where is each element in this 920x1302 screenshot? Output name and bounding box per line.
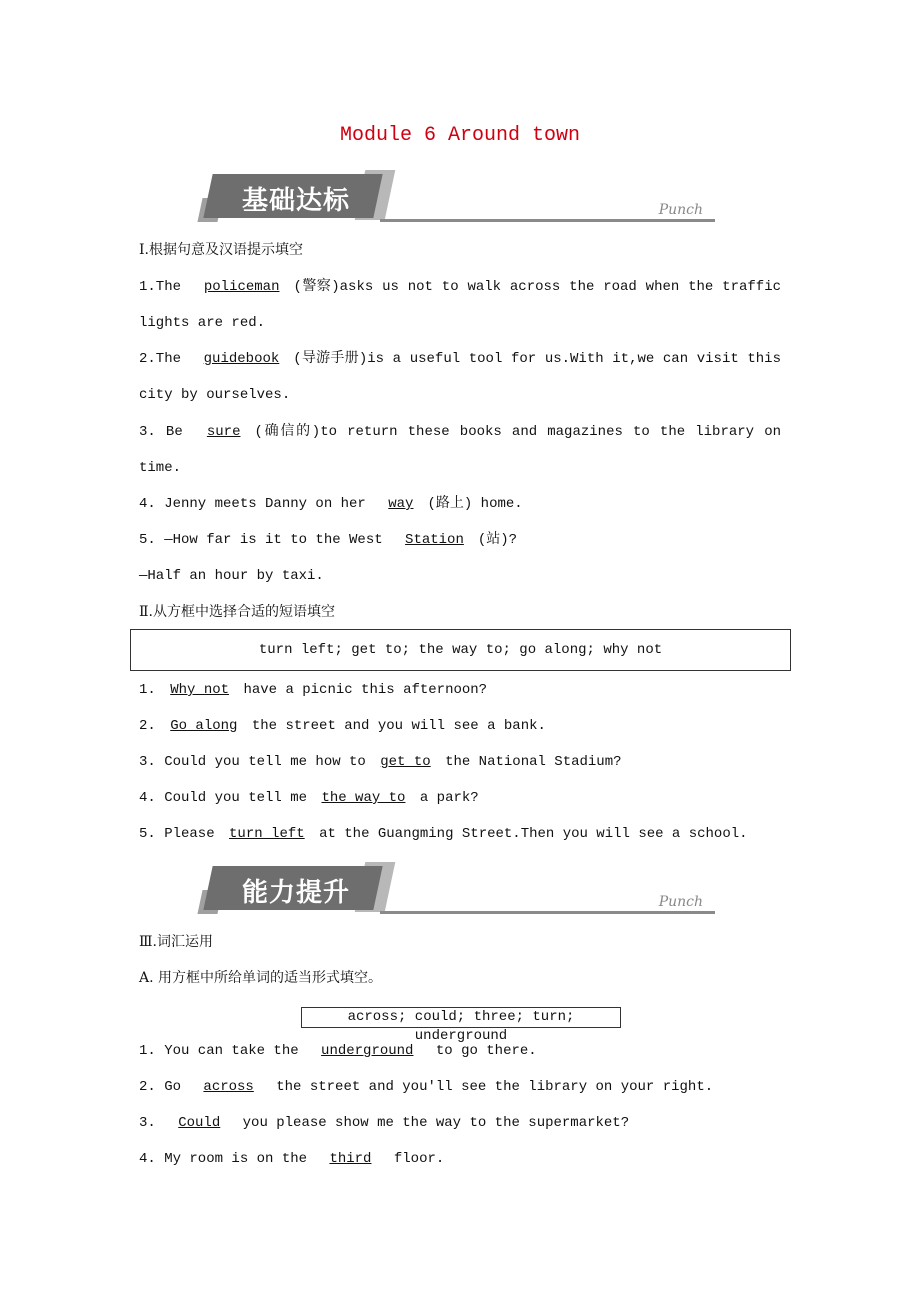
answer-blank: Station [405, 532, 464, 548]
text-segment: at the Guangming Street.Then you will see a school. [319, 826, 748, 842]
text-segment: the street and you'll see the library on your right. [276, 1079, 714, 1095]
answer-blank: underground [321, 1043, 414, 1059]
text-segment: to go there. [435, 1043, 537, 1059]
answer-blank: Go along [170, 718, 238, 734]
text-segment: 4. Could you tell me [139, 790, 308, 806]
word-box [301, 1007, 621, 1044]
text-segment: (站)? [477, 532, 518, 548]
text-segment: (导游手册)is a useful tool for us.With it,we can visit this [293, 351, 781, 367]
answer-blank: policeman [203, 279, 280, 295]
question-3 [139, 422, 781, 442]
text-segment: 5. Please [139, 826, 215, 842]
answer-blank: Why not [170, 682, 230, 698]
text-segment: 1. You can take the [139, 1043, 299, 1059]
question-5-answer: —Half an hour by taxi. [139, 568, 324, 584]
text-segment: a park? [419, 790, 479, 806]
text-segment: 4. My room is on the [139, 1151, 308, 1167]
answer-blank: guidebook [203, 351, 280, 367]
question [139, 680, 781, 700]
section-banner-advanced [200, 860, 715, 914]
text-segment: 3. Could you tell me how to [139, 754, 366, 770]
question-2-cont: city by ourselves. [139, 387, 291, 403]
section-banner-basic [200, 168, 715, 222]
question [139, 788, 781, 808]
answer-blank: across [203, 1079, 254, 1095]
banner-label: 基础达标 [242, 186, 351, 216]
question [139, 1077, 781, 1097]
question [139, 1113, 781, 1133]
text-segment: (警察)asks us not to walk across the road when the traffic [293, 279, 781, 295]
phrase-box [130, 629, 791, 671]
banner-punch: Punch [658, 894, 703, 910]
answer-blank: Could [178, 1115, 221, 1131]
question [139, 716, 781, 736]
question-1 [139, 277, 781, 297]
text-segment: 2. [139, 718, 156, 734]
text-segment: (路上) home. [427, 496, 523, 512]
text-segment: the National Stadium? [445, 754, 622, 770]
banner-punch: Punch [658, 202, 703, 218]
question-2 [139, 349, 781, 369]
text-segment: 3. [139, 1115, 156, 1131]
word-box-text: across; could; three; turn; underground [347, 1009, 575, 1044]
question [139, 1041, 781, 1061]
banner-label: 能力提升 [242, 878, 351, 908]
text-segment: you please show me the way to the supermarket? [242, 1115, 630, 1131]
text-segment: 4. Jenny meets Danny on her [139, 496, 366, 512]
section-heading: Ⅲ.词汇运用 [139, 934, 213, 950]
answer-blank: get to [380, 754, 431, 770]
answer-blank: the way to [321, 790, 406, 806]
section-heading: Ⅱ.从方框中选择合适的短语填空 [139, 604, 335, 620]
question [139, 1149, 781, 1169]
text-segment: have a picnic this afternoon? [243, 682, 488, 698]
text-segment: (确信的)to return these books and magazines to the library on [254, 424, 781, 440]
text-segment: 2. Go [139, 1079, 182, 1095]
text-segment: the street and you will see a bank. [251, 718, 546, 734]
text-segment: 1. [139, 682, 156, 698]
answer-blank: way [388, 496, 414, 512]
question-1-cont: lights are red. [139, 315, 266, 331]
section-subheading: A. 用方框中所给单词的适当形式填空。 [139, 970, 383, 986]
answer-blank: third [329, 1151, 372, 1167]
text-segment: 3. Be [139, 424, 183, 440]
question [139, 752, 781, 772]
text-segment: 5. —How far is it to the West [139, 532, 383, 548]
question [139, 824, 781, 844]
answer-blank: turn left [229, 826, 305, 842]
text-segment: 2.The [139, 351, 182, 367]
page-title: Module 6 Around town [339, 124, 581, 147]
phrase-box-text: turn left; get to; the way to; go along; why not [258, 642, 663, 658]
question-4 [139, 494, 781, 514]
answer-blank: sure [206, 424, 241, 440]
text-segment: 1.The [139, 279, 182, 295]
text-segment: floor. [393, 1151, 445, 1167]
question-3-cont: time. [139, 460, 182, 476]
question-5 [139, 530, 781, 550]
section-heading: Ⅰ.根据句意及汉语提示填空 [139, 242, 303, 258]
